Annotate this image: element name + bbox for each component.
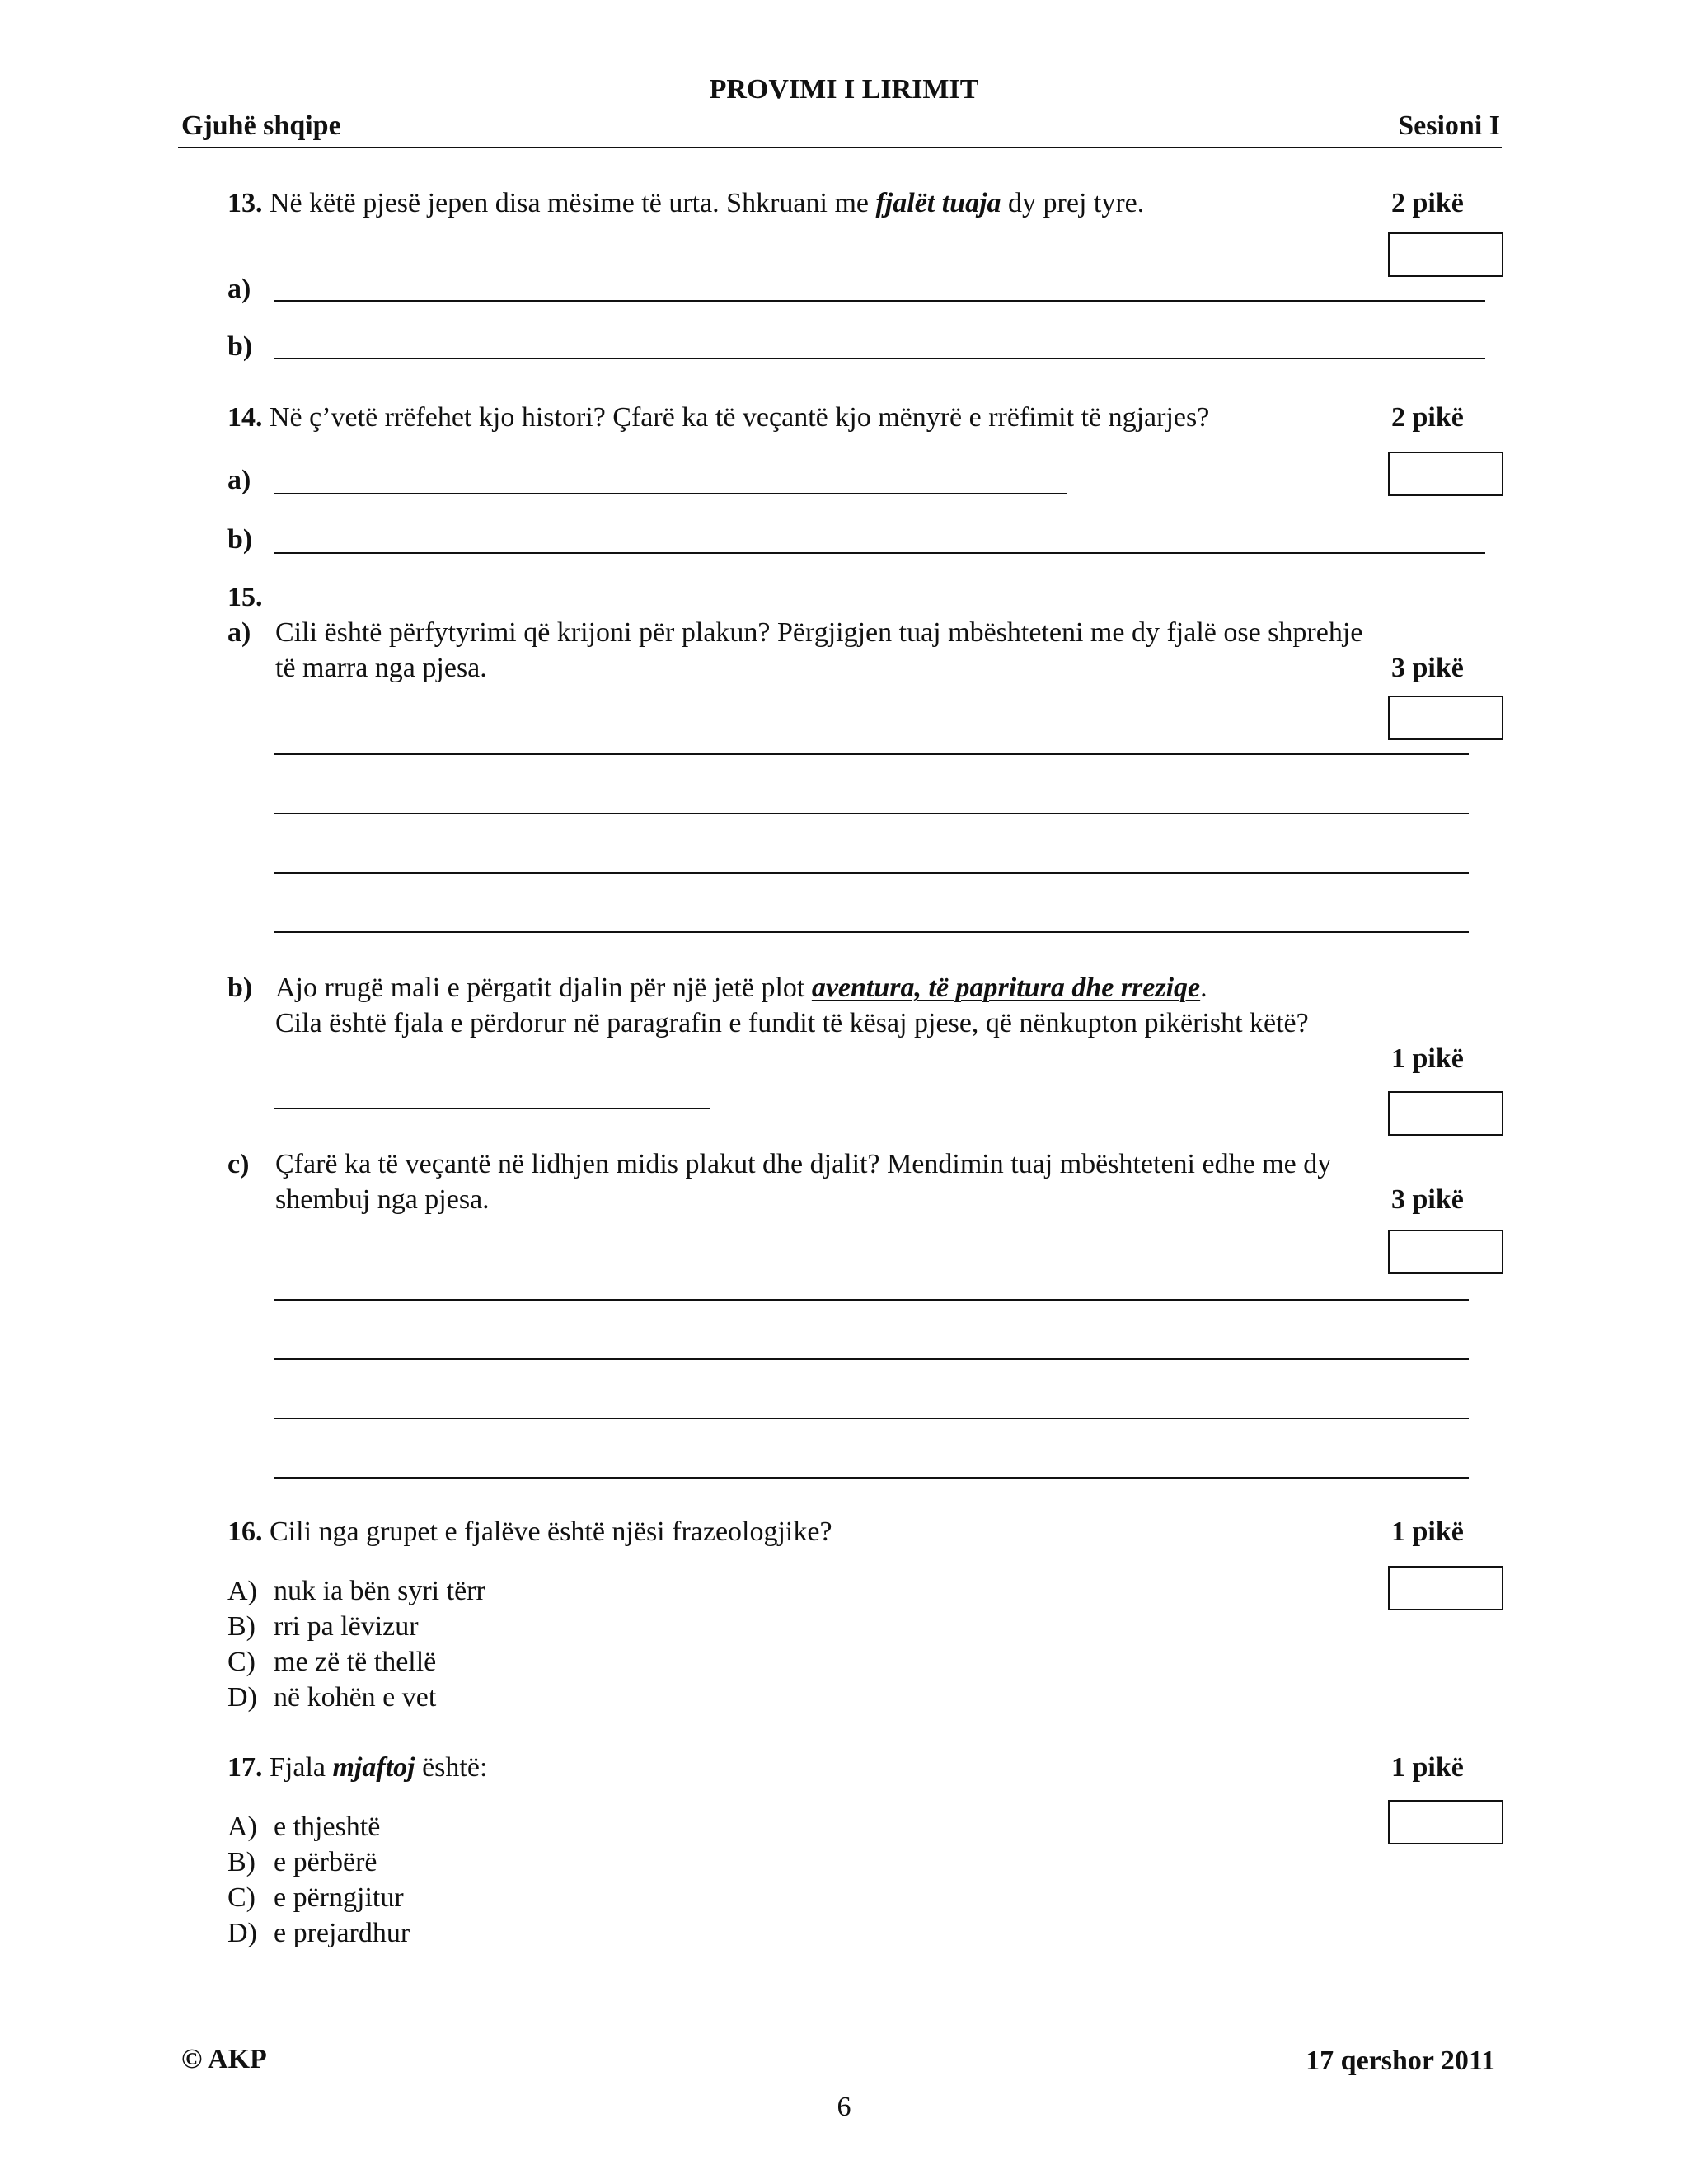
q13-score-box[interactable] — [1388, 232, 1503, 277]
footer-copyright: © AKP — [181, 2044, 267, 2074]
q17-option-b[interactable] — [227, 1849, 377, 1877]
q14-label-b: b) — [227, 524, 253, 555]
q15a-answer-line-1[interactable] — [274, 753, 1469, 755]
q15b-text-line2: Cila është fjala e përdorur në paragrafin e fundit të kësaj pjese, që nënkupton pikërisht këtë? — [275, 1008, 1309, 1038]
q13-text-before: Në këtë pjesë jepen disa mësime të urta. Shkruani me — [270, 188, 876, 218]
q16-option-d[interactable] — [227, 1684, 436, 1712]
q15b-answer-line[interactable] — [274, 1108, 710, 1109]
q15b-points: 1 pikë — [1391, 1043, 1464, 1074]
q16-prompt — [227, 1518, 832, 1546]
q17-option-a[interactable] — [227, 1813, 380, 1841]
q16-number: 16. — [227, 1516, 263, 1547]
q13-points: 2 pikë — [1391, 188, 1464, 218]
q17-number: 17. — [227, 1752, 263, 1783]
header-rule — [178, 147, 1502, 148]
q14-number: 14. — [227, 402, 263, 433]
q15b-score-box[interactable] — [1388, 1091, 1503, 1136]
q15c-text-line1: Çfarë ka të veçantë në lidhjen midis plakut dhe djalit? Mendimin tuaj mbështeteni edhe me dy — [275, 1149, 1332, 1179]
q16-option-a-letter: A) — [227, 1576, 257, 1606]
q16-text: Cili nga grupet e fjalëve është njësi frazeologjike? — [270, 1516, 832, 1547]
q15a-answer-line-2[interactable] — [274, 813, 1469, 814]
q13-prompt — [227, 190, 1144, 218]
q14-answer-line-b[interactable] — [274, 552, 1485, 554]
q15b-text-emph: aventura, të papritura dhe rreziqe — [811, 972, 1201, 1003]
q17-option-b-text: e përbërë — [274, 1847, 377, 1877]
q17-option-a-letter: A) — [227, 1811, 257, 1842]
q15c-points: 3 pikë — [1391, 1184, 1464, 1215]
q17-option-d-text: e prejardhur — [274, 1918, 410, 1948]
q16-option-d-text: në kohën e vet — [274, 1682, 437, 1713]
q14-points: 2 pikë — [1391, 402, 1464, 433]
subject-name: Gjuhë shqipe — [181, 110, 341, 141]
q15c-answer-line-1[interactable] — [274, 1299, 1469, 1301]
q17-option-c[interactable] — [227, 1884, 404, 1912]
session-label: Sesioni I — [1398, 110, 1500, 141]
q15b-text-before: Ajo rrugë mali e përgatit djalin për një jetë plot — [275, 972, 812, 1003]
q15a-answer-line-4[interactable] — [274, 931, 1469, 933]
q17-option-c-text: e përngjitur — [274, 1882, 404, 1913]
q16-option-b[interactable] — [227, 1613, 419, 1641]
q16-option-b-letter: B) — [227, 1611, 256, 1642]
q16-option-c-letter: C) — [227, 1647, 256, 1677]
q14-prompt — [227, 404, 1209, 432]
q17-option-b-letter: B) — [227, 1847, 256, 1877]
q17-text-after: është: — [415, 1752, 488, 1783]
q17-text-before: Fjala — [270, 1752, 333, 1783]
q16-option-a[interactable] — [227, 1577, 485, 1605]
q13-answer-line-b[interactable] — [274, 358, 1485, 359]
q15c-answer-line-2[interactable] — [274, 1358, 1469, 1360]
q17-option-d-letter: D) — [227, 1918, 257, 1948]
q15c-answer-line-3[interactable] — [274, 1418, 1469, 1419]
q15c-answer-line-4[interactable] — [274, 1477, 1469, 1479]
q15c-score-box[interactable] — [1388, 1230, 1503, 1274]
q17-prompt — [227, 1754, 487, 1782]
q13-text-after: dy prej tyre. — [1001, 188, 1145, 218]
q13-label-b: b) — [227, 331, 253, 362]
q16-option-c-text: me zë të thellë — [274, 1647, 437, 1677]
q15a-text-line2: të marra nga pjesa. — [275, 653, 487, 683]
q14-answer-line-a[interactable] — [274, 493, 1067, 494]
footer-date: 17 qershor 2011 — [1306, 2046, 1495, 2076]
q17-score-box[interactable] — [1388, 1800, 1503, 1844]
q15c-text-line2: shembuj nga pjesa. — [275, 1184, 490, 1215]
q13-text-emph: fjalët tuaja — [875, 188, 1001, 218]
q15b-text-after: . — [1200, 972, 1207, 1003]
q16-option-c[interactable] — [227, 1648, 436, 1676]
q15b-label: b) — [227, 972, 253, 1003]
q17-option-c-letter: C) — [227, 1882, 256, 1913]
page-number: 6 — [837, 2092, 851, 2122]
q15a-answer-line-3[interactable] — [274, 872, 1469, 874]
q15a-score-box[interactable] — [1388, 696, 1503, 740]
q17-option-a-text: e thjeshtë — [274, 1811, 381, 1842]
q14-text: Në ç’vetë rrëfehet kjo histori? Çfarë ka të veçantë kjo mënyrë e rrëfimit të ngjarjes? — [270, 402, 1210, 433]
q16-option-a-text: nuk ia bën syri tërr — [274, 1576, 485, 1606]
q17-points: 1 pikë — [1391, 1752, 1464, 1783]
q13-label-a: a) — [227, 274, 251, 304]
q15a-text-line1: Cili është përfytyrimi që krijoni për plakun? Përgjigjen tuaj mbështeteni me dy fjalë ose shprehje — [275, 617, 1363, 648]
q15c-label: c) — [227, 1149, 250, 1179]
q16-option-d-letter: D) — [227, 1682, 257, 1713]
q15a-label: a) — [227, 617, 251, 648]
q16-score-box[interactable] — [1388, 1566, 1503, 1610]
q16-points: 1 pikë — [1391, 1516, 1464, 1547]
q15a-points: 3 pikë — [1391, 653, 1464, 683]
q14-score-box[interactable] — [1388, 452, 1503, 496]
q17-text-emph: mjaftoj — [332, 1752, 415, 1783]
q16-option-b-text: rri pa lëvizur — [274, 1611, 419, 1642]
q15-number: 15. — [227, 582, 263, 612]
q14-label-a: a) — [227, 465, 251, 495]
q13-number: 13. — [227, 188, 263, 218]
q17-option-d[interactable] — [227, 1919, 410, 1947]
exam-title: PROVIMI I LIRIMIT — [709, 74, 979, 105]
q13-answer-line-a[interactable] — [274, 300, 1485, 302]
q15b-text-line1 — [275, 974, 1207, 1002]
